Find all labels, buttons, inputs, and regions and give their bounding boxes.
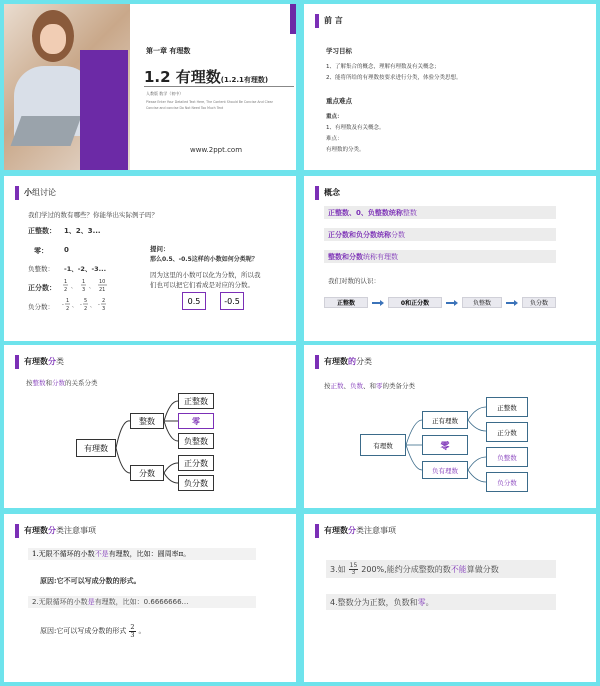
pos-frac-label: 正分数： [28, 284, 56, 292]
node-fraction: 分数 [130, 465, 164, 481]
title-b: 分 [48, 526, 56, 535]
right-accent [290, 4, 296, 34]
reason-2-text: 原因:它可以写成分数的形式 [40, 627, 127, 635]
title-b: 分 [348, 526, 356, 535]
svg-text:1: 1 [64, 279, 68, 285]
note-4a: 4.整数分为正数，负数和 [330, 597, 418, 607]
slide-classification-1[interactable] [4, 345, 296, 508]
by-b: 整数 [32, 379, 46, 387]
note-4c: 。 [425, 597, 434, 607]
slide-title[interactable] [4, 4, 296, 170]
title-rule [144, 86, 294, 87]
prompt-text: 那么0.5、-0.5这样的小数如何分类呢？ [150, 256, 258, 263]
svg-text:-: - [62, 302, 64, 308]
flow-step-3: 负整数 [462, 297, 502, 308]
zero-value: 0 [64, 246, 69, 254]
pos-int-value: 1、2、3... [64, 227, 101, 235]
value-box-positive: 0.5 [182, 292, 206, 310]
by-f: 零 [376, 382, 383, 390]
title-rest: 组讨论 [32, 188, 56, 197]
slide-notes-1[interactable] [4, 514, 296, 682]
note-3a: 3.如 [330, 564, 346, 574]
chapter: 第一章 有理数 [146, 47, 191, 55]
leaf-pos-int: 正整数 [178, 393, 214, 409]
cognition-label: 我们对数的认识： [328, 277, 380, 285]
title-c: 分类 [356, 357, 372, 366]
value-box-negative: -0.5 [220, 292, 244, 310]
neg-fractions [62, 295, 122, 315]
title-a: 有理数 [324, 357, 348, 366]
slide-title [24, 187, 56, 198]
reason-2 [40, 624, 146, 638]
by-g: 的类备分类 [382, 382, 415, 390]
neg-frac-label: 负分数： [28, 303, 54, 311]
concept-3b: 统称有理数 [363, 252, 398, 261]
fraction-num: 2 [130, 623, 135, 631]
node-negative: 负有理数 [422, 461, 468, 479]
title-a: 有理数 [324, 526, 348, 535]
title-prefix: 小 [24, 188, 32, 197]
leaf-pos-int: 正整数 [486, 397, 528, 417]
note-4 [326, 594, 556, 610]
note-2c: 有理数，比如：0.6666666… [94, 598, 189, 606]
arrow-right-icon [506, 300, 518, 306]
concept-3a: 整数和分数 [328, 252, 363, 261]
note-2 [28, 596, 256, 608]
prompt-label: 提问： [150, 245, 170, 253]
node-integer: 整数 [130, 413, 164, 429]
main-title-text: 1.2 有理数 [144, 68, 221, 86]
neg-int-label: 负整数： [28, 265, 54, 273]
svg-text:2: 2 [66, 306, 70, 312]
note-3c: 不能 [450, 564, 467, 574]
node-zero: 零 [422, 435, 468, 455]
slide-concept[interactable] [304, 176, 596, 341]
concept-1a: 正整数、0、负整数统称 [328, 208, 403, 217]
slide-classification-2[interactable] [304, 345, 596, 508]
by-e: 的关系分类 [65, 379, 98, 387]
svg-text:、: 、 [72, 303, 78, 309]
title-c: 类注意事项 [356, 526, 396, 535]
note-4b: 零 [417, 597, 426, 607]
laptop [11, 116, 82, 146]
by-b: 正数 [330, 382, 344, 390]
note-1 [28, 548, 256, 560]
pos-int-label: 正整数： [28, 227, 56, 235]
leaf-neg-frac: 负分数 [178, 475, 214, 491]
slide-discussion[interactable] [4, 176, 296, 341]
leaf-neg-int: 负整数 [486, 447, 528, 467]
goal-2: 2、能将所给的有理数按要求进行分类，体验分类思想。 [326, 75, 462, 81]
svg-text:、: 、 [90, 303, 96, 309]
note-2b: 是 [87, 598, 95, 606]
fraction-fifteen-thirds [349, 563, 359, 576]
slide-notes-2[interactable] [304, 514, 596, 682]
blurb1: Please Enter Your Detailed Text Here, The Content Should Be Concise And Clear [146, 100, 273, 104]
title-bar [315, 524, 319, 538]
main-title [144, 66, 268, 87]
fraction-den: 3 [130, 630, 135, 639]
title-bar [315, 14, 319, 28]
note-1c: 有理数，比如：圆周率π。 [108, 550, 191, 558]
goal-1: 1、了解集合的概念，理解有理数及有关概念； [326, 64, 440, 70]
concept-line-3 [324, 250, 556, 263]
svg-text:10: 10 [99, 279, 106, 285]
reason-1: 原因:它不可以写成分数的形式。 [40, 576, 141, 585]
by-d: 分数 [52, 379, 65, 387]
node-positive: 正有理数 [422, 411, 468, 429]
concept-2b: 分数 [391, 230, 405, 239]
concept-line-1 [324, 206, 556, 219]
url[interactable]: www.2ppt.com [190, 146, 243, 154]
blurb2: Concise and concise Do Not Need Too Much Text [146, 106, 224, 110]
slide-title: 前 言 [324, 16, 343, 25]
arrow-right-icon [446, 300, 458, 306]
title-c: 类 [56, 357, 64, 366]
title-b: 的 [348, 357, 356, 366]
goals-heading: 学习目标 [326, 47, 352, 55]
reason-2-end: 。 [138, 627, 146, 635]
title-a: 有理数 [24, 526, 48, 535]
svg-text:、: 、 [71, 284, 77, 290]
note-2a: 2.无限循环的小数 [32, 598, 88, 606]
svg-text:3: 3 [102, 306, 106, 312]
note-3 [326, 560, 556, 578]
title-bar [15, 524, 19, 538]
title-a: 有理数 [24, 357, 48, 366]
flow-step-1: 正整数 [324, 297, 368, 308]
concept-2a: 正分数和负分数统称 [328, 230, 391, 239]
svg-text:3: 3 [82, 287, 86, 293]
svg-text:5: 5 [84, 298, 88, 304]
by-a: 按 [324, 382, 331, 390]
diff-label: 难点： [326, 136, 343, 142]
svg-text:-: - [98, 302, 100, 308]
fraction-two-thirds [129, 624, 135, 638]
node-root: 有理数 [360, 434, 406, 456]
leaf-neg-int: 负整数 [178, 433, 214, 449]
by-d: 负数 [350, 382, 363, 390]
concept-line-2 [324, 228, 556, 241]
flow-step-2: 0和正分数 [388, 297, 442, 308]
leaf-neg-frac: 负分数 [486, 472, 528, 492]
slide-title: 概念 [324, 188, 340, 197]
note-1b: 不是 [94, 550, 109, 558]
diff-text: 有理数的分类。 [326, 147, 365, 153]
title-c: 类注意事项 [56, 526, 96, 535]
note-1a: 1.无限不循环的小数 [32, 550, 95, 558]
by-e: 、和 [363, 382, 376, 390]
title-b: 分 [48, 357, 56, 366]
svg-text:1: 1 [66, 298, 70, 304]
slide-preface[interactable] [304, 4, 596, 170]
key-text: 1、有理数及有关概念。 [326, 125, 385, 131]
svg-text:2: 2 [102, 298, 106, 304]
flow-step-4: 负分数 [522, 297, 556, 308]
node-root: 有理数 [76, 439, 116, 457]
svg-text:21: 21 [99, 287, 106, 293]
title-bar [15, 186, 19, 200]
svg-text:2: 2 [84, 306, 88, 312]
zero-label: 零： [34, 247, 48, 255]
svg-text:-: - [80, 302, 82, 308]
slide-title [324, 525, 396, 536]
key-label: 重点： [326, 114, 343, 120]
question: 我们学过的数有哪些？你能举出实际例子吗？ [28, 211, 158, 219]
fraction-den: 3 [351, 568, 356, 576]
meta: 人教版 数学（初中） [146, 91, 184, 96]
svg-text:、: 、 [89, 284, 95, 290]
title-bar [315, 186, 319, 200]
purple-block [80, 50, 128, 170]
by-a: 按 [26, 379, 33, 387]
key-heading: 重点难点 [326, 97, 352, 105]
leaf-pos-frac: 正分数 [178, 455, 214, 471]
slide-title [24, 525, 96, 536]
arrow-right-icon [372, 300, 384, 306]
note-3d: 算做分数 [466, 564, 499, 574]
by-c: 和 [45, 379, 52, 387]
answer-line-2: 们也可以把它们看成是对应的分数。 [150, 281, 254, 289]
answer-line-1: 因为这里的小数可以化为分数，所以我 [150, 271, 261, 279]
leaf-zero: 零 [178, 413, 214, 429]
face [40, 24, 66, 54]
neg-int-value: -1、-2、-3... [64, 265, 107, 273]
concept-1b: 整数 [402, 208, 417, 217]
pos-fractions [62, 276, 122, 296]
fraction-num: 15 [349, 561, 358, 569]
svg-text:2: 2 [64, 287, 68, 293]
leaf-pos-frac: 正分数 [486, 422, 528, 442]
main-subtitle: (1.2.1有理数) [220, 76, 269, 84]
svg-text:1: 1 [82, 279, 86, 285]
note-3b: 200%,能约分成整数的数 [361, 564, 451, 574]
by-c: 、 [343, 382, 350, 390]
